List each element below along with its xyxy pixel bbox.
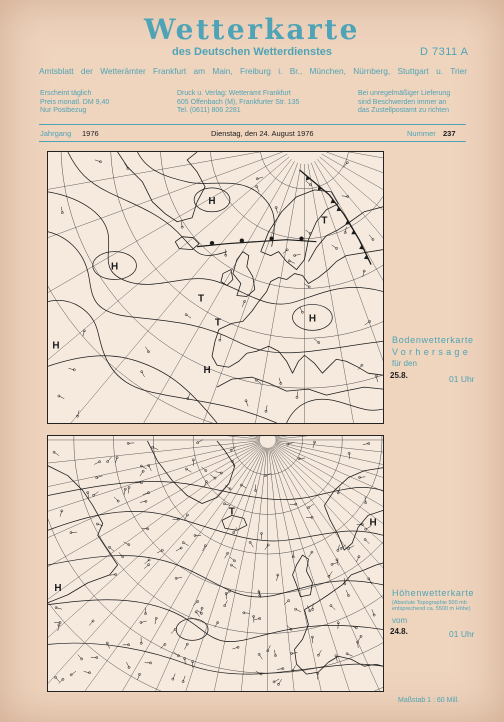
wind-barb xyxy=(268,645,270,650)
station-mark xyxy=(346,653,348,655)
wind-barb xyxy=(289,261,294,263)
wind-barb xyxy=(304,284,309,287)
station-mark xyxy=(295,608,297,610)
station-mark xyxy=(138,673,140,675)
wind-barb xyxy=(349,546,354,549)
info-line: Erscheint täglich xyxy=(40,90,92,97)
isobar xyxy=(48,356,217,423)
wind-barb xyxy=(145,560,149,564)
map-caption-note: (Absolute Topographie 500 mb xyxy=(392,600,467,606)
meridian-line xyxy=(308,164,383,423)
station-mark xyxy=(365,528,367,530)
station-mark xyxy=(197,442,199,444)
wind-barb xyxy=(71,671,76,675)
wind-barb xyxy=(309,504,314,507)
meridian-line xyxy=(48,159,292,423)
wind-barb xyxy=(176,548,181,551)
wind-barb xyxy=(305,230,310,234)
coastlines xyxy=(118,152,383,395)
publisher-info xyxy=(177,90,299,116)
map-scale: Maßstab 1 : 60 Mill. xyxy=(398,697,460,704)
latitude-circle xyxy=(48,152,383,423)
publisher-name: des Deutschen Wetterdienstes xyxy=(172,46,332,58)
high-pressure-label: H xyxy=(54,582,62,594)
meridian-line xyxy=(48,157,289,423)
wind-barb xyxy=(142,372,145,377)
wind-barb xyxy=(241,485,246,488)
map-caption-title: Höhenwetterkarte xyxy=(392,588,475,598)
wind-barb xyxy=(257,187,259,192)
wind-barb xyxy=(54,452,59,455)
front-semicircle xyxy=(269,236,273,240)
upper-air-map-canvas xyxy=(48,436,383,691)
wind-barb xyxy=(259,654,262,659)
map-caption-time: 01 Uhr xyxy=(449,629,475,639)
wind-barb xyxy=(286,625,290,629)
wind-barb xyxy=(171,629,175,633)
wind-barb xyxy=(141,466,146,469)
wind-barb xyxy=(173,674,175,679)
issue-date: Dienstag, den 24. August 1976 xyxy=(211,129,314,138)
latitude-circle xyxy=(61,152,383,388)
station-mark xyxy=(161,549,163,551)
wind-barb xyxy=(250,542,253,547)
map-caption-preposition: für den xyxy=(392,359,417,368)
wind-barb xyxy=(59,396,64,399)
wind-barb xyxy=(119,552,123,556)
wind-barb xyxy=(358,636,361,641)
map-caption-subtitle: Vorhersage xyxy=(392,347,472,357)
station-mark xyxy=(256,185,258,187)
warm-front-line xyxy=(197,240,316,247)
station-mark xyxy=(201,607,203,609)
wind-barb xyxy=(161,644,165,648)
station-mark xyxy=(186,514,188,516)
year-value: 1976 xyxy=(82,129,99,138)
wind-barb xyxy=(140,471,143,476)
wind-barb xyxy=(346,590,348,595)
wind-barb xyxy=(56,677,60,681)
wind-barb xyxy=(347,654,352,656)
map-caption-date: 25.8. xyxy=(390,371,408,380)
meridian-line xyxy=(48,436,260,439)
wind-barb xyxy=(107,643,109,648)
coastline-europe-north xyxy=(304,563,383,610)
height-contour xyxy=(48,600,383,642)
meridian-line xyxy=(275,436,383,437)
coastline-ireland xyxy=(221,270,233,286)
wind-barb xyxy=(296,609,301,612)
isobar xyxy=(48,192,383,304)
number-value: 237 xyxy=(443,129,456,138)
high-pressure-label: H xyxy=(369,517,377,529)
divider xyxy=(39,124,466,125)
wind-barb xyxy=(306,181,311,185)
meridian-line xyxy=(48,436,260,437)
front-semicircle xyxy=(210,241,214,245)
isobars xyxy=(48,152,383,423)
wind-barb xyxy=(283,250,287,254)
map-caption-title: Bodenwetterkarte xyxy=(392,335,474,345)
station-mark xyxy=(98,461,100,463)
wind-barb xyxy=(369,235,373,240)
surface-map-canvas xyxy=(48,152,383,423)
info-line: Tel. (0611) 806 2281 xyxy=(177,107,241,115)
upper-air-map xyxy=(47,435,384,692)
cold-front-line xyxy=(299,170,371,265)
meridian-line xyxy=(320,157,383,423)
wind-barb xyxy=(279,679,282,684)
surface-weather-map xyxy=(47,151,384,424)
info-line: Nur Postbezug xyxy=(40,107,87,115)
high-pressure-label: H xyxy=(208,195,216,207)
wind-barb xyxy=(124,542,129,545)
subscription-info xyxy=(40,90,109,116)
wind-barb xyxy=(314,339,319,343)
height-contours xyxy=(48,482,383,675)
wind-barb xyxy=(94,492,99,496)
wind-barb xyxy=(331,606,335,610)
wind-barb xyxy=(109,547,113,551)
wind-barb xyxy=(225,600,228,605)
high-pressure-label: H xyxy=(203,365,211,377)
wind-barb xyxy=(242,301,244,306)
meridian-line xyxy=(48,443,260,650)
meridian-line xyxy=(275,436,383,438)
wind-barb xyxy=(356,557,359,562)
station-mark xyxy=(204,545,206,547)
high-pressure-label: H xyxy=(52,340,60,352)
coastline-scandinavia xyxy=(261,190,339,270)
station-mark xyxy=(180,547,182,549)
low-pressure-label: T xyxy=(198,293,205,305)
meridian-line xyxy=(322,154,383,403)
map-caption-time: 01 Uhr xyxy=(449,374,475,384)
wind-barb xyxy=(114,497,118,501)
coastline-scandinavia xyxy=(324,468,383,506)
isobar xyxy=(48,300,277,423)
coastline-iceland xyxy=(222,515,247,530)
station-mark xyxy=(147,351,149,353)
wind-barb xyxy=(365,321,370,324)
wind-barb xyxy=(201,467,206,471)
map-caption-preposition: vom xyxy=(392,616,408,625)
height-contour xyxy=(48,482,383,500)
high-pressure-label: H xyxy=(308,313,317,325)
station-mark xyxy=(128,666,130,668)
wind-barb xyxy=(186,315,191,318)
info-line: 605 Offenbach (M), Frankfurter Str. 135 xyxy=(177,98,300,106)
official-gazette-line: Amtsblatt der Wetterämter Frankfurt am Main, Freiburg i. Br., München, Nürnberg, Stuttgart u. Trier xyxy=(39,66,467,76)
coastline-russia xyxy=(308,207,383,262)
isobar xyxy=(68,152,227,256)
wind-barb xyxy=(318,650,321,655)
info-line: Druck u. Verlag: Wetteramt Frankfurt xyxy=(177,90,291,97)
wind-barb xyxy=(184,644,187,649)
coastline-mediterranean xyxy=(212,346,383,375)
wind-barb xyxy=(186,469,191,472)
wind-barb xyxy=(125,163,128,168)
meridian-line xyxy=(276,436,383,439)
isobar xyxy=(137,152,274,247)
wind-barb xyxy=(137,674,139,680)
height-contour xyxy=(48,643,383,674)
meridian-line xyxy=(215,164,301,423)
wind-barb xyxy=(149,465,152,470)
meridian-line xyxy=(323,152,383,321)
meridian-line xyxy=(274,445,383,691)
station-mark xyxy=(358,556,360,558)
station-mark xyxy=(245,400,247,402)
front-semicircle xyxy=(240,238,244,242)
wind-barb xyxy=(332,245,337,248)
coastline-britain xyxy=(293,555,313,597)
wind-barb xyxy=(89,621,93,626)
wind-barb xyxy=(225,591,229,595)
station-mark xyxy=(186,643,188,645)
delivery-info xyxy=(358,90,450,116)
wind-barb xyxy=(94,462,99,465)
wind-barb xyxy=(372,609,374,615)
high-pressure-label: H xyxy=(111,261,119,273)
low-pressure-label: T xyxy=(228,506,235,518)
front-semicircle xyxy=(299,236,303,240)
wind-barb xyxy=(274,679,279,682)
meridian-line xyxy=(48,442,260,599)
info-line: sind Beschwerden immer an xyxy=(358,98,447,106)
wind-barb xyxy=(309,552,312,557)
height-contour-closed xyxy=(176,619,208,641)
station-mark xyxy=(264,475,266,477)
graticule xyxy=(48,152,383,423)
divider xyxy=(39,141,466,142)
meridian-line xyxy=(48,436,260,437)
wind-barb xyxy=(108,457,112,462)
wind-barb xyxy=(369,579,372,584)
wind-barb xyxy=(329,571,332,576)
info-line: Bei unregelmäßiger Lieferung xyxy=(358,90,451,97)
publication-title: Wetterkarte xyxy=(144,13,360,46)
meridian-line xyxy=(273,446,383,691)
wind-barb xyxy=(126,662,129,667)
meridian-line xyxy=(48,436,260,438)
station-plots xyxy=(58,160,378,417)
low-pressure-label: T xyxy=(321,215,328,227)
wind-barb xyxy=(144,565,148,569)
meridian-line xyxy=(275,436,383,437)
wind-barb xyxy=(188,393,190,398)
meridian-line xyxy=(57,447,264,691)
wind-barb xyxy=(300,307,303,312)
wind-barb xyxy=(183,543,188,546)
number-label: Nummer xyxy=(407,129,436,138)
latitude-circle xyxy=(114,436,383,594)
wind-barb xyxy=(145,347,148,352)
info-line: das Zustellpostamt zu richten xyxy=(358,107,450,115)
map-caption-note: entsprechend ca. 5500 m Höhe) xyxy=(392,606,471,612)
info-line: Preis monatl. DM 9,40 xyxy=(40,98,110,106)
year-label: Jahrgang xyxy=(40,129,72,138)
wind-barb xyxy=(293,665,296,670)
wind-barb xyxy=(230,557,235,561)
latitude-circle xyxy=(111,152,383,338)
isobar xyxy=(287,399,383,423)
wind-barb xyxy=(225,553,228,558)
low-pressure-label: T xyxy=(214,317,222,329)
latitude-circle xyxy=(48,436,383,673)
height-contour xyxy=(48,556,383,597)
meridian-line xyxy=(275,443,383,650)
coastline-europe-north xyxy=(212,250,383,357)
wind-barb xyxy=(196,612,199,617)
wind-barb xyxy=(365,540,369,544)
wind-barb xyxy=(231,565,236,568)
station-plots xyxy=(53,440,375,686)
map-caption-date: 24.8. xyxy=(390,627,408,636)
publication-code: D 7311 A xyxy=(420,46,469,58)
wind-barb xyxy=(210,475,215,478)
wind-barb xyxy=(78,654,82,658)
